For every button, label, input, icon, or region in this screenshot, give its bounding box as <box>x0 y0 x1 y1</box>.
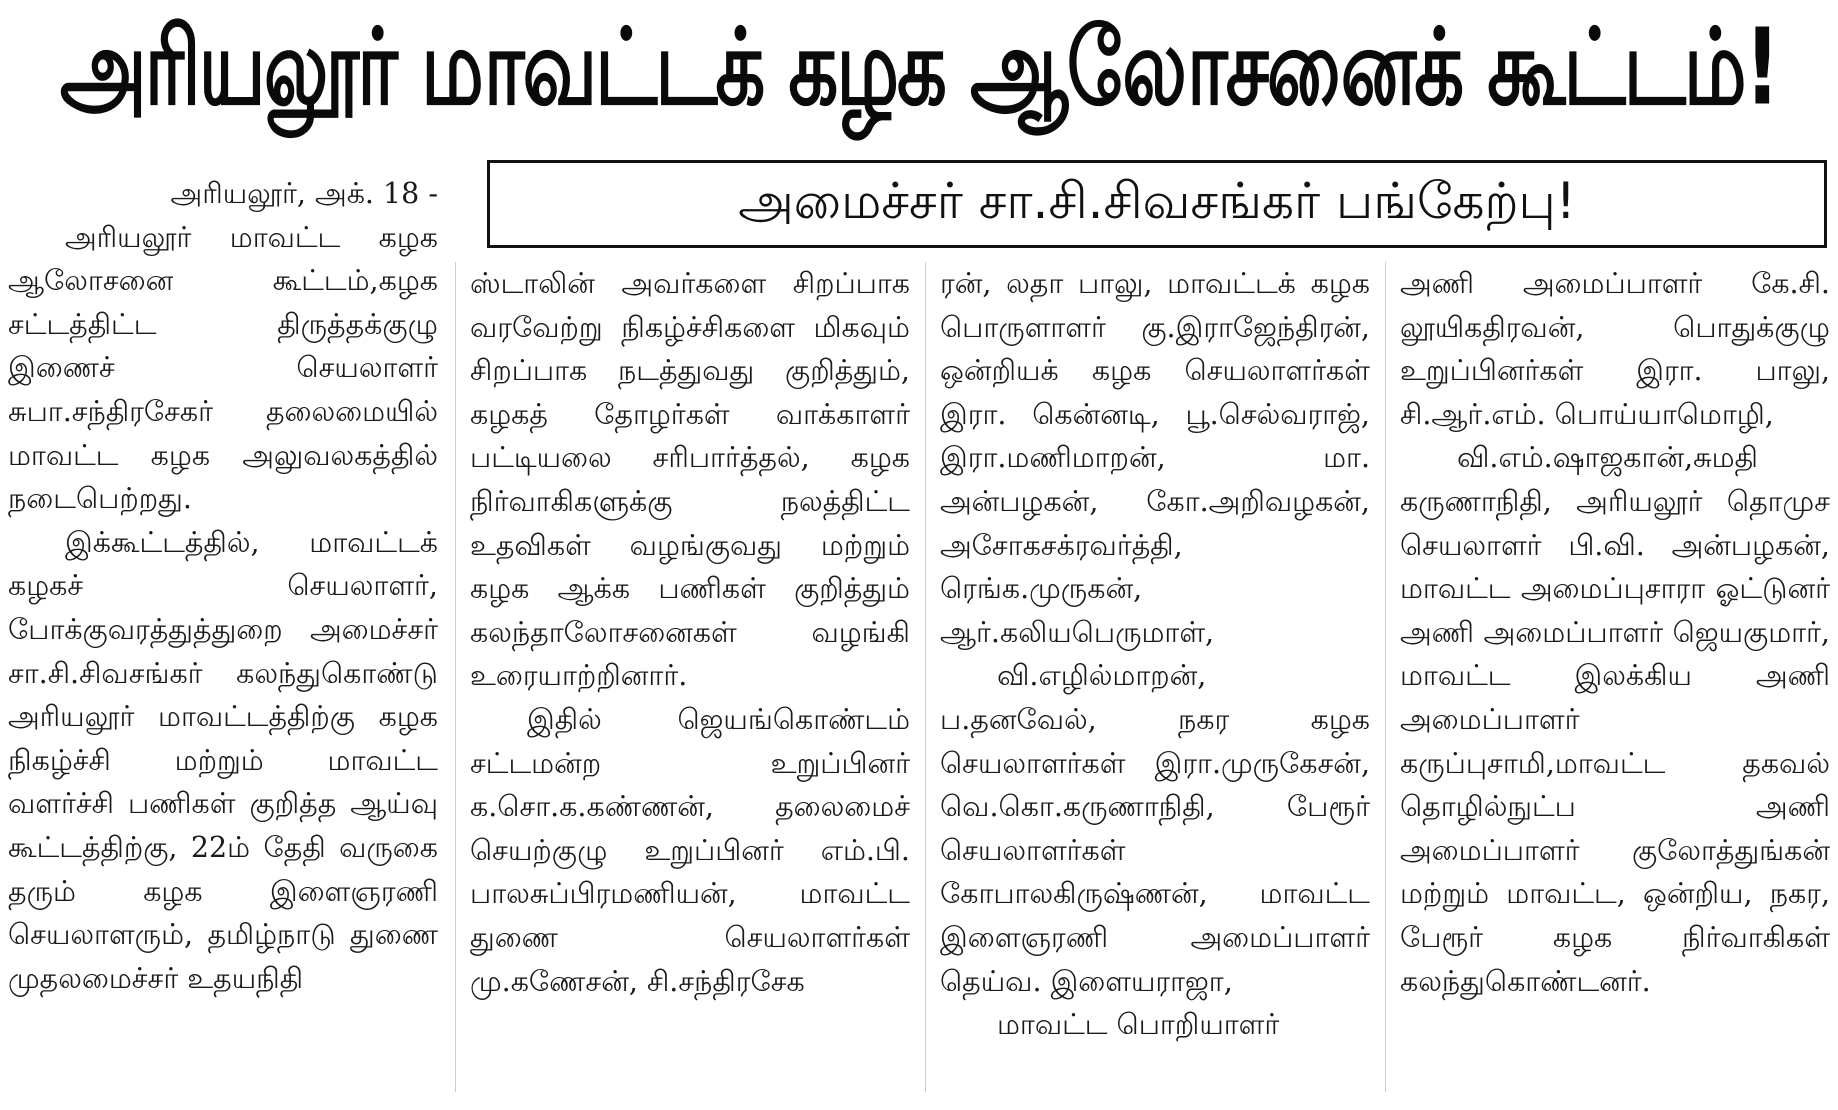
paragraph: அணி அமைப்பாளர் கே.சி. லூயிகதிரவன், பொதுக்குழு உறுப்பினர்கள் இரா. பாலு, சி.ஆர்.எம். பொய்யாமொழி, <box>1400 267 1830 431</box>
column-divider <box>455 262 456 1092</box>
headline: அரியலூர் மாவட்டக் கழக ஆலோசனைக் கூட்டம்! <box>59 7 1779 129</box>
paragraph: ஸ்டாலின் அவர்களை சிறப்பாக வரவேற்று நிகழ்ச்சிகளை மிகவும் சிறப்பாக நடத்துவது குறித்தும், கழகத் தோழர்கள் வாக்காளர் பட்டியலை சரிபார்த்தல், கழக நிர்வாகிகளுக்கு நலத்திட்ட உதவிகள் வழங்குவது மற்றும் கழக ஆக்க பணிகள் குறித்தும் கலந்தாலோசனைகள் வழங்கி உரையாற்றினார். <box>470 267 910 693</box>
paragraph: மாவட்ட பொறியாளர் <box>997 1008 1280 1042</box>
paragraph: அரியலூர் மாவட்ட கழக ஆலோசனை கூட்டம்,கழக சட்டத்திட்ட திருத்தக்குழு இணைச் செயலாளர் சுபா.சந்திரசேகர் தலைமையில் மாவட்ட கழக அலுவலகத்தில் நடைபெற்றது. <box>8 220 438 516</box>
column-divider <box>1385 262 1386 1092</box>
article-column-2 <box>470 262 910 1102</box>
article-column-4 <box>1400 262 1830 1102</box>
article-column-1 <box>8 172 438 1102</box>
subheadline: அமைச்சர் சா.சி.சிவசங்கர் பங்கேற்பு! <box>738 171 1576 230</box>
paragraph: இக்கூட்டத்தில், மாவட்டக் கழகச் செயலாளர், போக்குவரத்துத்துறை அமைச்சர் சா.சி.சிவசங்கர் கலந்துகொண்டு அரியலூர் மாவட்டத்திற்கு கழக நிகழ்ச்சி மற்றும் மாவட்ட வளர்ச்சி பணிகள் குறித்த ஆய்வு கூட்டத்திற்கு, 22ம் தேதி வருகை தரும் கழக இளைஞரணி செயலாளரும், தமிழ்நாடு துணை முதலமைச்சர் உதயநிதி <box>8 525 438 995</box>
dateline: அரியலூர், அக். 18 - <box>170 177 438 210</box>
subheadline-box <box>487 160 1827 248</box>
paragraph: வி.எம்.ஷாஜகான்,சுமதி கருணாநிதி, அரியலூர் தொமுச செயலாளர் பி.வி. அன்பழகன், மாவட்ட அமைப்புசாரா ஓட்டுனர் அணி அமைப்பாளர் ஜெயகுமார், மாவட்ட இலக்கிய அணி அமைப்பாளர் கருப்புசாமி,மாவட்ட தகவல் தொழில்நுட்ப அணி அமைப்பாளர் குலோத்துங்கன் மற்றும் மாவட்ட, ஒன்றிய, நகர, பேரூர் கழக நிர்வாகிகள் கலந்துகொண்டனர். <box>1400 441 1830 998</box>
article-column-3 <box>940 262 1370 1102</box>
column-divider <box>925 262 926 1092</box>
paragraph: இதில் ஜெயங்கொண்டம் சட்டமன்ற உறுப்பினர் க.சொ.க.கண்ணன், தலைமைச் செயற்குழு உறுப்பினர் எம்.பி. பாலசுப்பிரமணியன், மாவட்ட துணை செயலாளர்கள் மு.கணேசன், சி.சந்திரசேக <box>470 702 910 998</box>
paragraph: ரன், லதா பாலு, மாவட்டக் கழக பொருளாளர் கு.இராஜேந்திரன், ஒன்றியக் கழக செயலாளர்கள் இரா. கென்னடி, பூ.செல்வராஜ், இரா.மணிமாறன், மா. அன்பழகன், கோ.அறிவழகன், அசோகசக்ரவர்த்தி, ரெங்க.முருகன், ஆர்.கலியபெருமாள், <box>940 267 1370 649</box>
paragraph: வி.எழில்மாறன், ப.தனவேல், நகர கழக செயலாளர்கள் இரா.முருகேசன், வெ.கொ.கருணாநிதி, பேரூர் செயலாளர்கள் கோபாலகிருஷ்ணன், மாவட்ட இளைஞரணி அமைப்பாளர் தெய்வ. இளையராஜா, <box>940 659 1370 998</box>
